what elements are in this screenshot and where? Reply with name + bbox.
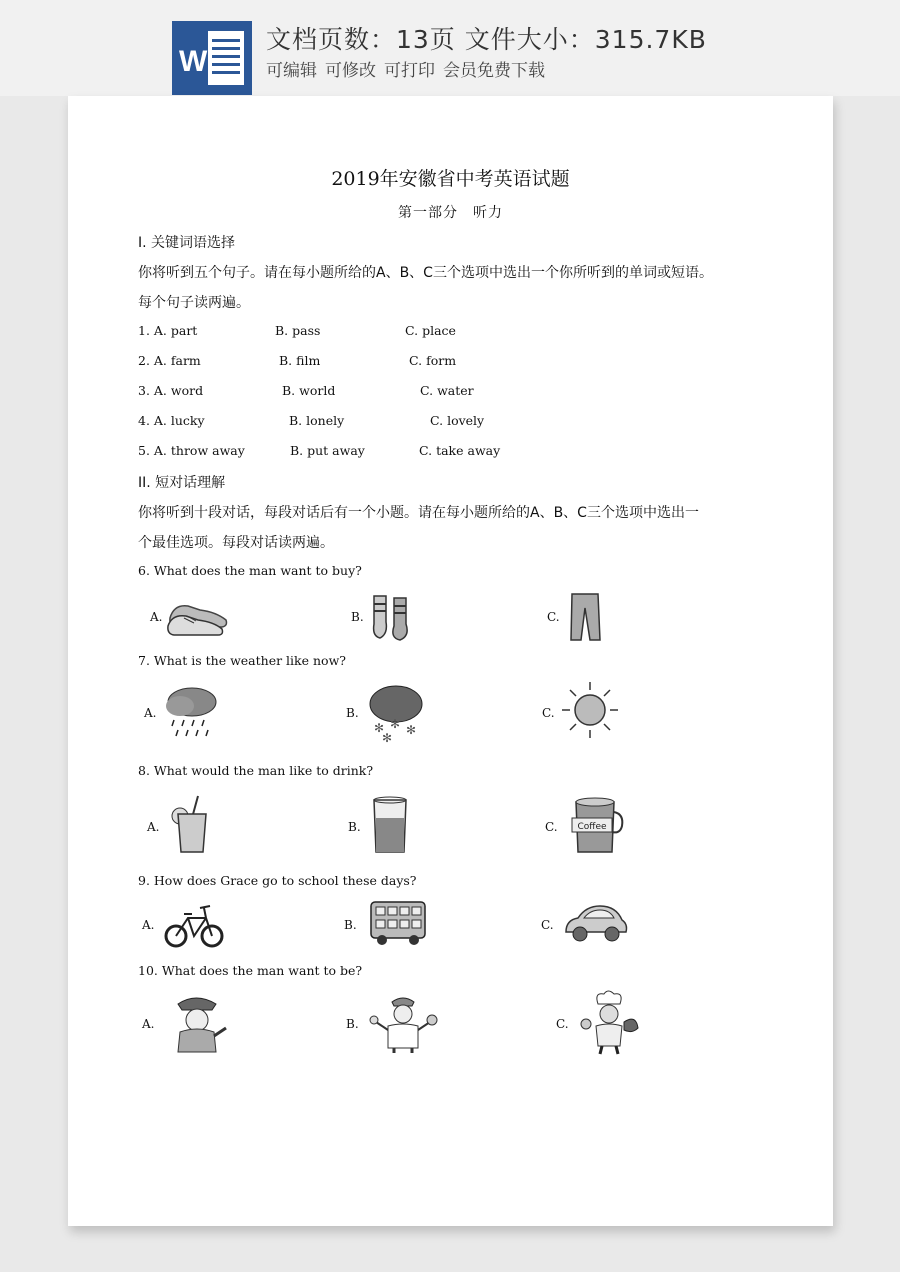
feature-editable: 可编辑 <box>266 61 317 81</box>
q10-label-a: A. <box>142 1017 155 1031</box>
q9-label-c: C. <box>541 918 554 932</box>
feature-member-download: 会员免费下载 <box>443 61 545 81</box>
bus-icon <box>368 898 428 948</box>
svg-text:✻: ✻ <box>390 717 401 731</box>
q3-option-c: C. water <box>420 383 474 398</box>
cook-icon <box>574 988 644 1058</box>
sun-icon <box>560 680 620 740</box>
q7-label-b: B. <box>346 706 359 720</box>
car-icon <box>562 902 630 946</box>
q4-option-b: B. lonely <box>289 413 345 428</box>
word-document-icon <box>172 21 252 95</box>
rainy-cloud-icon <box>162 682 224 744</box>
socks-icon <box>370 594 416 642</box>
snowy-cloud-icon <box>364 682 426 744</box>
q3-option-a: 3. A. word <box>138 383 204 398</box>
banner-features <box>266 56 553 81</box>
document-title: 2019年安徽省中考英语试题 <box>331 168 570 190</box>
policeman-icon <box>164 992 230 1054</box>
bicycle-icon <box>164 900 226 950</box>
q6-label-a: A. <box>150 610 163 624</box>
juice-glass-icon <box>168 794 214 856</box>
q1-option-c: C. place <box>405 323 456 338</box>
svg-text:✻: ✻ <box>374 721 385 735</box>
q8-label-b: B. <box>348 820 361 834</box>
q9-label-a: A. <box>142 918 155 932</box>
part-title: 第一部分 听力 <box>398 205 503 221</box>
q7-label-a: A. <box>144 706 157 720</box>
section2-instruction-line2: 个最佳选项。每段对话读两遍。 <box>138 535 334 551</box>
svg-text:✻: ✻ <box>382 731 393 744</box>
q8-text: 8. What would the man like to drink? <box>138 763 374 778</box>
q9-label-b: B. <box>344 918 357 932</box>
q8-label-c: C. <box>545 820 558 834</box>
q9-text: 9. How does Grace go to school these days? <box>138 873 417 888</box>
feature-modifiable: 可修改 <box>325 61 376 81</box>
q5-option-a: 5. A. throw away <box>138 443 245 458</box>
coffee-cup-icon <box>570 796 626 856</box>
q2-option-c: C. form <box>409 353 457 368</box>
q6-label-c: C. <box>547 610 560 624</box>
q10-text: 10. What does the man want to be? <box>138 963 363 978</box>
q10-label-c: C. <box>556 1017 569 1031</box>
q7-label-c: C. <box>542 706 555 720</box>
doctor-icon <box>368 992 438 1054</box>
trousers-icon <box>566 592 606 642</box>
document-page <box>68 96 833 1226</box>
q3-option-b: B. world <box>282 383 336 398</box>
q1-option-a: 1. A. part <box>138 323 198 338</box>
q5-option-c: C. take away <box>419 443 501 458</box>
section1-instruction-line2: 每个句子读两遍。 <box>138 295 250 311</box>
q7-text: 7. What is the weather like now? <box>138 653 346 668</box>
section1-heading: I. 关键词语选择 <box>138 235 236 251</box>
banner-title: 文档页数：13页 文件大小：315.7KB <box>266 25 707 54</box>
q6-text: 6. What does the man want to buy? <box>138 563 362 578</box>
water-glass-icon <box>368 796 412 856</box>
feature-printable: 可打印 <box>384 61 435 81</box>
q2-option-a: 2. A. farm <box>138 353 201 368</box>
q6-label-b: B. <box>351 610 364 624</box>
section1-instruction-line1: 你将听到五个句子。请在每小题所给的A、B、C三个选项中选出一个你所听到的单词或短语。 <box>138 265 713 281</box>
download-banner <box>0 0 900 96</box>
sneakers-icon <box>166 596 232 638</box>
q5-option-b: B. put away <box>290 443 365 458</box>
q8-label-a: A. <box>147 820 160 834</box>
section2-instruction-line1: 你将听到十段对话，每段对话后有一个小题。请在每小题所给的A、B、C三个选项中选出一 <box>138 505 699 521</box>
q10-label-b: B. <box>346 1017 359 1031</box>
q2-option-b: B. film <box>279 353 321 368</box>
q1-option-b: B. pass <box>275 323 321 338</box>
q4-option-c: C. lovely <box>430 413 485 428</box>
q4-option-a: 4. A. lucky <box>138 413 205 428</box>
section2-heading: II. 短对话理解 <box>138 475 226 491</box>
coffee-label-text: Coffee <box>577 822 607 832</box>
svg-text:✻: ✻ <box>406 723 417 737</box>
svg-text:W: W <box>179 45 208 78</box>
